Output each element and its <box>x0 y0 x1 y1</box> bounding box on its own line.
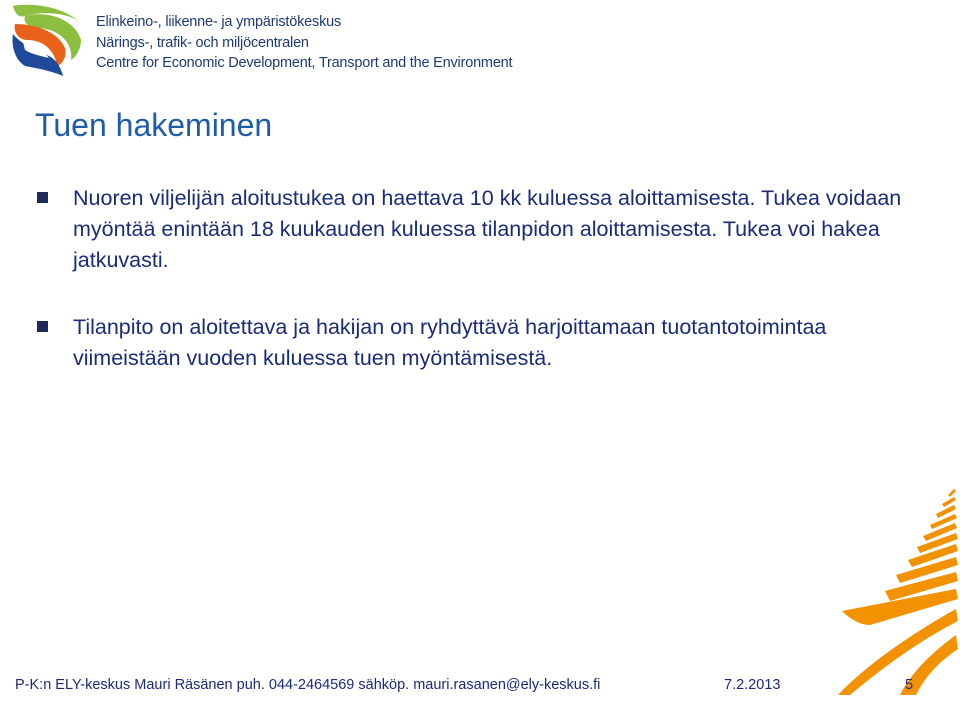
bullet-text: Nuoren viljelijän aloitustukea on haettava 10 kk kuluessa aloittamisesta. Tukea voidaan myöntää enintään 18 kuukauden kuluessa tilanpidon aloittamisesta. Tukea voi hakea jatkuvasti. <box>73 186 902 272</box>
org-name-sv: Närings-, trafik- och miljöcentralen <box>96 34 309 51</box>
bullet-list <box>36 183 916 410</box>
orange-wheat-decoration-icon <box>830 485 960 700</box>
bullet-item <box>36 312 916 374</box>
organization-names <box>96 12 512 74</box>
page-number: 5 <box>905 677 914 693</box>
square-bullet-icon <box>37 321 48 332</box>
bullet-item <box>36 183 916 276</box>
footer-date: 7.2.2013 <box>724 677 781 693</box>
slide-title: Tuen hakeminen <box>35 107 273 143</box>
ely-logo <box>5 0 85 80</box>
org-name-fi: Elinkeino-, liikenne- ja ympäristökeskus <box>96 14 342 30</box>
org-name-en: Centre for Economic Development, Transport and the Environment <box>96 55 513 71</box>
square-bullet-icon <box>37 192 48 203</box>
footer-contact: P-K:n ELY-keskus Mauri Räsänen puh. 044-2464569 sähköp. mauri.rasanen@ely-keskus.fi <box>15 677 601 693</box>
bullet-text: Tilanpito on aloitettava ja hakijan on ryhdyttävä harjoittamaan tuotantotoimintaa viimeistään vuoden kuluessa tuen myöntämisestä. <box>73 315 827 370</box>
